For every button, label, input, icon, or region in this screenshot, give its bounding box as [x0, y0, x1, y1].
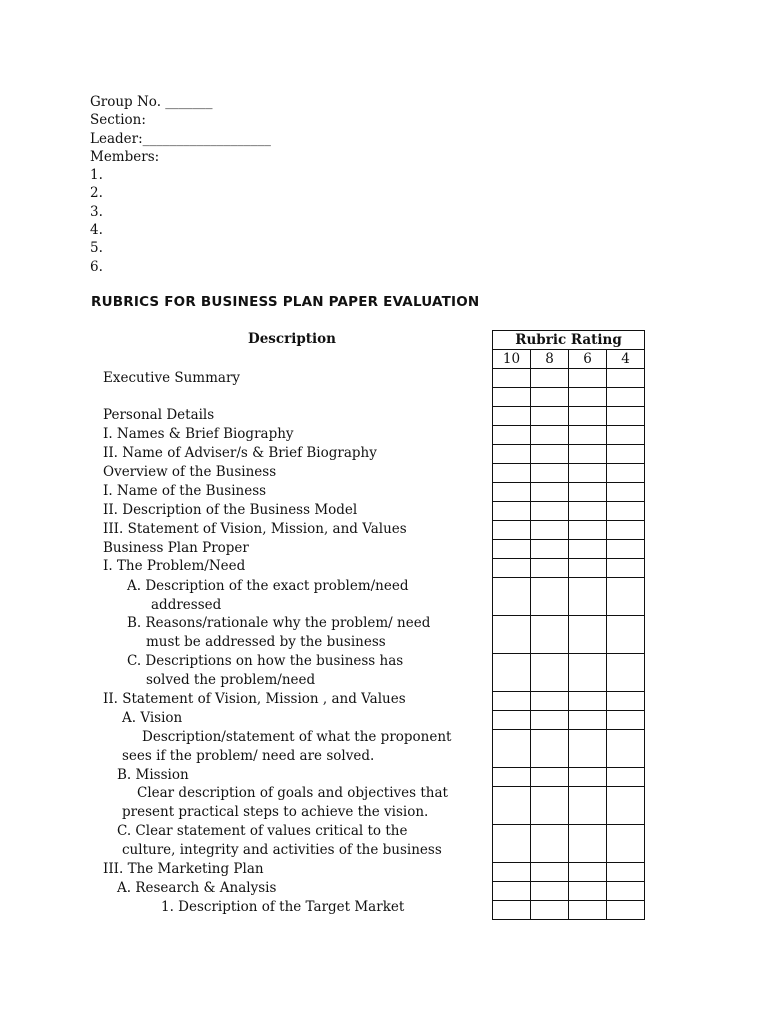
- rating-row: [493, 882, 645, 901]
- rating-cell[interactable]: [569, 388, 607, 407]
- rating-cell[interactable]: [569, 711, 607, 730]
- rating-cell[interactable]: [531, 730, 569, 768]
- rating-row: [493, 445, 645, 464]
- rating-cell[interactable]: [607, 882, 645, 901]
- rating-cell[interactable]: [493, 692, 531, 711]
- rating-cell[interactable]: [531, 654, 569, 692]
- rubric-item: A. Description of the exact problem/need: [127, 578, 409, 594]
- rating-cell[interactable]: [531, 388, 569, 407]
- rating-cell[interactable]: [607, 502, 645, 521]
- rating-cell[interactable]: [493, 654, 531, 692]
- rating-cell[interactable]: [531, 578, 569, 616]
- rating-cell[interactable]: [607, 426, 645, 445]
- rubric-item: III. Statement of Vision, Mission, and Values: [103, 521, 407, 537]
- rating-cell[interactable]: [607, 407, 645, 426]
- members-label: Members:: [90, 148, 160, 165]
- rubric-item-continuation: solved the problem/need: [146, 672, 316, 688]
- rubric-item-continuation: must be addressed by the business: [146, 634, 386, 650]
- member-number: 4.: [90, 222, 103, 239]
- rating-cell[interactable]: [493, 901, 531, 920]
- rating-cell[interactable]: [607, 464, 645, 483]
- rating-column-4: 4: [607, 350, 645, 369]
- rating-row: [493, 559, 645, 578]
- rating-cell[interactable]: [569, 768, 607, 787]
- rating-cell[interactable]: [607, 730, 645, 768]
- rating-row: [493, 540, 645, 559]
- rubric-rating-header: Rubric Rating: [493, 331, 645, 350]
- rating-cell[interactable]: [531, 616, 569, 654]
- rubric-item: A. Research & Analysis: [117, 880, 277, 896]
- rubric-item: Executive Summary: [103, 370, 241, 386]
- rubric-item: I. Name of the Business: [103, 483, 267, 499]
- rating-cell[interactable]: [531, 901, 569, 920]
- rating-cell[interactable]: [493, 578, 531, 616]
- rubric-rating-table: [492, 330, 645, 920]
- rating-cell[interactable]: [493, 711, 531, 730]
- rubric-item: II. Statement of Vision, Mission , and Values: [103, 691, 406, 707]
- rating-row: [493, 711, 645, 730]
- rating-cell[interactable]: [531, 882, 569, 901]
- rating-row: [493, 787, 645, 825]
- rating-cell[interactable]: [569, 521, 607, 540]
- rating-row: [493, 825, 645, 863]
- rating-cell[interactable]: [607, 559, 645, 578]
- rubric-item-continuation: addressed: [151, 597, 222, 613]
- leader-line: Leader:___________________: [90, 130, 271, 147]
- rating-cell[interactable]: [607, 654, 645, 692]
- member-number: 5.: [90, 240, 103, 257]
- rating-cell[interactable]: [493, 521, 531, 540]
- rating-cell[interactable]: [607, 768, 645, 787]
- rating-row: [493, 388, 645, 407]
- rating-cell[interactable]: [493, 369, 531, 388]
- rating-cell[interactable]: [569, 654, 607, 692]
- rubric-item: Business Plan Proper: [103, 540, 249, 556]
- rating-header-row: [493, 331, 645, 350]
- member-number: 3.: [90, 203, 103, 220]
- rating-cell[interactable]: [493, 825, 531, 863]
- rubric-item: III. The Marketing Plan: [103, 861, 264, 877]
- rating-cell[interactable]: [531, 825, 569, 863]
- rating-row: [493, 578, 645, 616]
- rating-cell[interactable]: [531, 711, 569, 730]
- rating-cell[interactable]: [493, 863, 531, 882]
- rating-cell[interactable]: [531, 369, 569, 388]
- rating-cell[interactable]: [531, 464, 569, 483]
- rating-cell[interactable]: [493, 407, 531, 426]
- rating-column-6: 6: [569, 350, 607, 369]
- rubric-item-continuation: sees if the problem/ need are solved.: [122, 748, 375, 764]
- description-column-header: Description: [248, 331, 336, 347]
- rating-cell[interactable]: [607, 901, 645, 920]
- rating-cell[interactable]: [531, 768, 569, 787]
- rating-cell[interactable]: [493, 787, 531, 825]
- rating-cell[interactable]: [607, 616, 645, 654]
- rating-row: [493, 407, 645, 426]
- rating-cell[interactable]: [607, 578, 645, 616]
- rating-cell[interactable]: [569, 483, 607, 502]
- rating-row: [493, 502, 645, 521]
- rating-rows: [493, 369, 645, 920]
- rating-cell[interactable]: [607, 388, 645, 407]
- page-title: RUBRICS FOR BUSINESS PLAN PAPER EVALUATION: [91, 294, 480, 310]
- rating-row: [493, 863, 645, 882]
- rating-cell[interactable]: [493, 882, 531, 901]
- rating-row: [493, 616, 645, 654]
- rating-cell[interactable]: [531, 787, 569, 825]
- rating-cell[interactable]: [531, 692, 569, 711]
- rating-row: [493, 483, 645, 502]
- rating-cell[interactable]: [569, 445, 607, 464]
- rating-cell[interactable]: [607, 483, 645, 502]
- rating-cell[interactable]: [569, 901, 607, 920]
- rubric-item: Clear description of goals and objectives that: [137, 785, 448, 801]
- rubric-item: C. Clear statement of values critical to the: [117, 823, 408, 839]
- rating-scale-row: [493, 350, 645, 369]
- rating-cell[interactable]: [493, 559, 531, 578]
- rating-column-8: 8: [531, 350, 569, 369]
- rating-cell[interactable]: [607, 711, 645, 730]
- rating-row: [493, 369, 645, 388]
- rating-row: [493, 654, 645, 692]
- rubric-item: II. Name of Adviser/s & Brief Biography: [103, 445, 377, 461]
- rating-row: [493, 901, 645, 920]
- rating-cell[interactable]: [569, 502, 607, 521]
- rating-cell[interactable]: [607, 787, 645, 825]
- rating-row: [493, 426, 645, 445]
- rating-row: [493, 768, 645, 787]
- member-number: 6.: [90, 258, 103, 275]
- rubric-item-continuation: culture, integrity and activities of the business: [122, 842, 442, 858]
- rubric-item: I. Names & Brief Biography: [103, 426, 294, 442]
- rating-cell[interactable]: [493, 464, 531, 483]
- rating-cell[interactable]: [569, 692, 607, 711]
- rubric-item: 1. Description of the Target Market: [161, 899, 405, 915]
- member-number: 1.: [90, 167, 103, 184]
- member-number: 2.: [90, 185, 103, 202]
- rating-cell[interactable]: [493, 388, 531, 407]
- rating-cell[interactable]: [531, 483, 569, 502]
- rating-cell[interactable]: [607, 521, 645, 540]
- rating-cell[interactable]: [569, 616, 607, 654]
- rating-cell[interactable]: [607, 692, 645, 711]
- rating-cell[interactable]: [569, 407, 607, 426]
- rubric-item: B. Reasons/rationale why the problem/ need: [127, 615, 431, 631]
- rating-cell[interactable]: [569, 730, 607, 768]
- rating-cell[interactable]: [493, 730, 531, 768]
- rating-cell[interactable]: [493, 616, 531, 654]
- rating-row: [493, 521, 645, 540]
- rating-cell[interactable]: [493, 445, 531, 464]
- rating-cell[interactable]: [569, 578, 607, 616]
- rating-cell[interactable]: [493, 426, 531, 445]
- rating-cell[interactable]: [531, 559, 569, 578]
- rubric-item: C. Descriptions on how the business has: [127, 653, 404, 669]
- rating-cell[interactable]: [493, 502, 531, 521]
- rating-cell[interactable]: [569, 787, 607, 825]
- rubric-item: B. Mission: [117, 767, 189, 783]
- rating-cell[interactable]: [493, 483, 531, 502]
- group-no-line: Group No. _______: [90, 94, 213, 110]
- rating-row: [493, 692, 645, 711]
- rubric-item-continuation: present practical steps to achieve the vision.: [122, 804, 429, 820]
- section-line: Section:: [90, 112, 146, 129]
- rating-cell[interactable]: [607, 445, 645, 464]
- rating-cell[interactable]: [531, 502, 569, 521]
- rating-cell[interactable]: [607, 863, 645, 882]
- rating-cell[interactable]: [531, 407, 569, 426]
- rubric-item: A. Vision: [122, 710, 183, 726]
- rating-cell[interactable]: [569, 882, 607, 901]
- rating-cell[interactable]: [569, 540, 607, 559]
- rating-cell[interactable]: [569, 559, 607, 578]
- rating-cell[interactable]: [569, 825, 607, 863]
- rating-cell[interactable]: [569, 863, 607, 882]
- rating-cell[interactable]: [493, 768, 531, 787]
- rating-cell[interactable]: [493, 540, 531, 559]
- rating-column-10: 10: [493, 350, 531, 369]
- rubric-item: Personal Details: [103, 407, 215, 423]
- rating-cell[interactable]: [531, 445, 569, 464]
- rating-row: [493, 464, 645, 483]
- rating-cell[interactable]: [607, 825, 645, 863]
- rating-cell[interactable]: [607, 369, 645, 388]
- rubric-item: I. The Problem/Need: [103, 558, 246, 574]
- rubric-item: Description/statement of what the proponent: [142, 729, 452, 745]
- rating-cell[interactable]: [531, 426, 569, 445]
- rating-cell[interactable]: [531, 540, 569, 559]
- rating-cell[interactable]: [569, 464, 607, 483]
- rubric-item: Overview of the Business: [103, 464, 277, 480]
- rating-row: [493, 730, 645, 768]
- rating-cell[interactable]: [569, 426, 607, 445]
- rating-cell[interactable]: [569, 369, 607, 388]
- rating-cell[interactable]: [607, 540, 645, 559]
- rating-cell[interactable]: [531, 521, 569, 540]
- rating-cell[interactable]: [531, 863, 569, 882]
- rubric-item: II. Description of the Business Model: [103, 502, 358, 518]
